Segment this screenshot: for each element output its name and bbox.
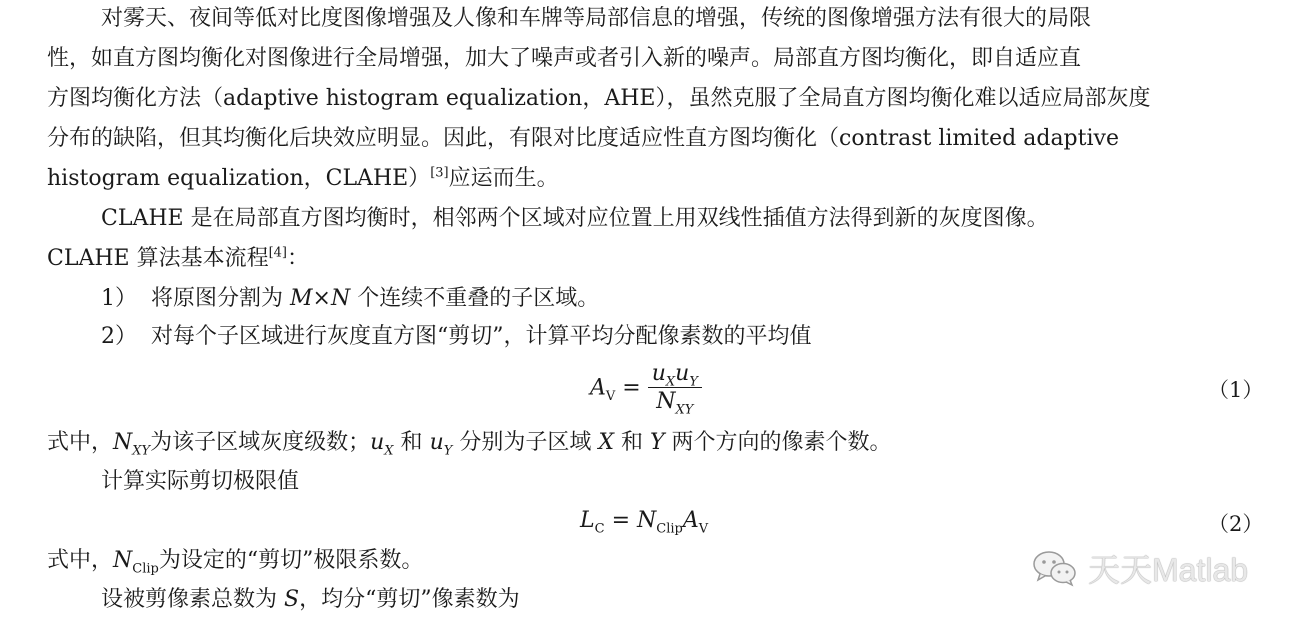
step-1-text: 将原图分割为 [151,286,290,311]
step-2-text: 对每个子区域进行灰度直方图“剪切”，计算平均分配像素数的平均值 [151,324,812,349]
explain-1-n-sub: XY [132,443,151,459]
eq1-lhs: A [590,375,606,401]
eq2-equals: = [611,508,630,533]
explain-1-rest-b: 两个方向的像素个数。 [664,430,892,455]
eq1-u1-sub: X [665,374,676,390]
para1-line5-text: histogram equalization，CLAHE） [47,166,431,191]
last-line [101,585,520,615]
wechat-icon [1032,549,1078,587]
eq2-a-sub: V [698,521,709,537]
explain-1 [47,428,892,458]
para1-line1: 对雾天、夜间等低对比度图像增强及人像和车牌等局部信息的增强，传统的图像增强方法有很大的局限 [101,6,1092,31]
explain-1-prefix: 式中， [47,430,114,455]
eq1-numerator [648,361,702,388]
para1-line5 [47,164,559,194]
citation-3: [3] [430,165,449,181]
explain-1-ux-sub: X [384,443,394,459]
explain-1-and2: 和 [614,430,650,455]
para1-line3: 方图均衡化方法（adaptive histogram equalization，AHE），虽然克服了全局直方图均衡化难以适应局部灰度 [47,86,1151,111]
eq1-u1: u [651,361,666,386]
step-2-number: 2） [101,324,137,349]
para2-line2-end: ： [287,246,310,271]
explain-1-y: Y [650,430,665,455]
explain-2-n: N [113,548,133,573]
explain-1-ux: u [370,430,385,455]
explain-2-n-sub: Clip [132,561,159,577]
para1-line2: 性，如直方图均衡化对图像进行全局增强，加大了噪声或者引入新的噪声。局部直方图均衡化，即自适应直 [47,46,1082,71]
eq2-lhs: L [580,508,595,533]
last-line-a: 设被剪像素总数为 [101,587,284,612]
var-n: N [330,286,351,311]
explain-1-mid: 为该子区域灰度级数； [150,430,371,455]
equation-2 [580,506,708,536]
para1-line4: 分布的缺陷，但其均衡化后块效应明显。因此，有限对比度适应性直方图均衡化（contrast limited adaptive [47,126,1119,151]
explain-1-rest-a: 分别为子区域 [452,430,599,455]
eq1-u2-sub: Y [689,374,698,390]
eq1-denominator [648,388,702,416]
explain-1-uy: u [429,430,444,455]
para1-line5-end: 应运而生。 [448,166,559,191]
citation-4: [4] [268,245,287,261]
step-2 [101,322,812,352]
watermark [1032,545,1248,591]
eq1-u2: u [675,361,690,386]
eq1-equals: = [622,375,641,401]
explain-2-rest: 为设定的“剪切”极限系数。 [158,548,424,573]
var-m: M [290,286,313,311]
para2-line1: CLAHE 是在局部直方图均衡时，相邻两个区域对应位置上用双线性插值方法得到新的灰度图像。 [101,206,1049,231]
eq2-a: A [682,508,699,533]
var-s: S [284,587,300,612]
step-1-text-end: 个连续不重叠的子区域。 [350,286,600,311]
explain-1-x: X [598,430,614,455]
para2-line2 [47,244,309,274]
eq1-fraction [648,361,702,416]
eq1-n: N [656,389,676,414]
step-1 [101,284,599,314]
para2-line2-text: CLAHE 算法基本流程 [47,246,269,271]
eq2-lhs-sub: C [594,521,605,537]
explain-1-n: N [113,430,133,455]
eq2-n: N [637,508,657,533]
eq1-n-sub: XY [675,402,694,418]
clip-intro: 计算实际剪切极限值 [101,469,300,494]
explain-1-uy-sub: Y [443,443,453,459]
eq2-n-sub: Clip [656,521,683,537]
watermark-text: 天天Matlab [1088,552,1249,588]
explain-2-prefix: 式中， [47,548,114,573]
equation-2-number: （2） [1208,512,1264,536]
explain-2 [47,546,423,576]
equation-1-number: （1） [1208,378,1264,402]
last-line-b: ，均分“剪切”像素数为 [299,587,520,612]
step-1-number: 1） [101,286,137,311]
explain-1-and: 和 [393,430,430,455]
equation-1 [590,361,702,416]
eq1-lhs-sub: V [605,388,616,404]
times-sign: × [312,286,331,311]
